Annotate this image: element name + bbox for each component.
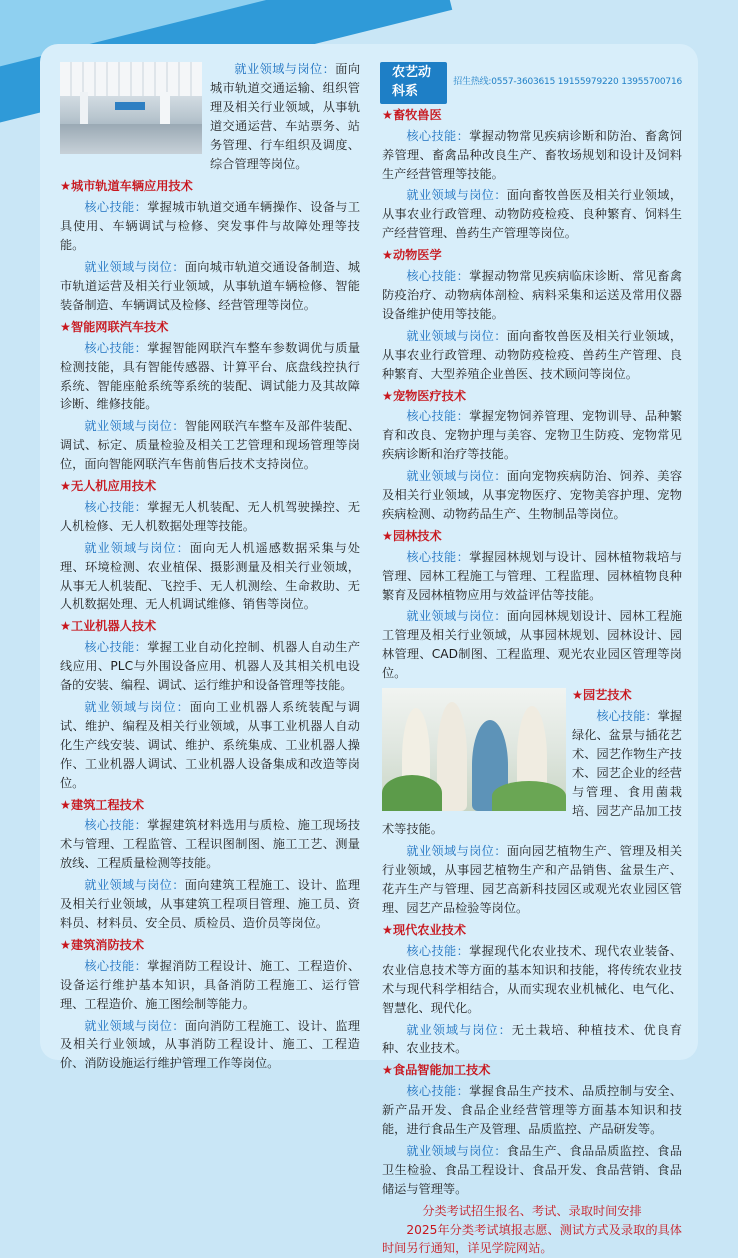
notice-text: 2025年分类考试填报志愿、测试方式及录取的具体时间另行通知，详见学院网站。 xyxy=(382,1222,682,1256)
notice-title: 分类考试招生报名、考试、录取时间安排 xyxy=(422,1203,642,1218)
section-title: 食品智能加工技术 xyxy=(392,1063,491,1078)
section-title: 宠物医疗技术 xyxy=(392,388,467,403)
station-hall-photo xyxy=(60,62,202,154)
section-title: 建筑工程技术 xyxy=(70,797,145,812)
section-horticulture: ★园艺技术 核心技能：掌握绿化、盆景与插花艺术、园艺作物生产技术、园艺企业的经营与管理、食用菌栽培、园艺产品加工技术等技能。 就业领域与岗位：面向园艺植物生产、管理及相关行业领域，从事园艺植物生产和产品销售、盆景生产、花卉生产与管理、园艺高新科技园区或观光农业园区管理、园艺产品检验等岗位。 xyxy=(382,688,683,916)
section-title: 无人机应用技术 xyxy=(70,479,157,494)
section-title: 动物医学 xyxy=(392,248,442,263)
section-modern-agriculture: ★现代农业技术 核心技能：掌握现代化农业技术、现代农业装备、农业信息技术等方面的基本知识和技能，将传统农业技术与现代科学相结合，从而实现农业机械化、电气化、智慧化、现代化。 就业领域与岗位：无土栽培、种植技术、优良育种、农业技术。 xyxy=(382,922,683,1056)
admission-notice xyxy=(382,1202,682,1258)
section-construction: ★建筑工程技术 核心技能：掌握建筑材料选用与质检、施工现场技术与管理、工程监管、工程识图制图、施工工艺、测量放线、工程质量检测等技能。 就业领域与岗位：面向建筑工程施工、设计、监理及相关行业领域，从事建筑工程项目管理、施工员、资料员、材料员、安全员、质检员、造价员等岗位。 xyxy=(60,797,361,930)
section-title: 现代农业技术 xyxy=(392,922,467,937)
section-title: 工业机器人技术 xyxy=(70,619,157,634)
dept-banner xyxy=(380,62,682,104)
section-title: 园艺技术 xyxy=(582,688,632,703)
students-plants-photo xyxy=(382,688,566,811)
section-title: 城市轨道车辆应用技术 xyxy=(70,179,193,194)
section-drone: ★无人机应用技术 核心技能：掌握无人机装配、无人机驾驶操控、无人机检修、无人机数据处理等技能。 就业领域与岗位：面向无人机遥感数据采集与处理、环境检测、农业植保、摄影测量及相关行业领域，从事无人机装配、飞控手、无人机测绘、生命救助、无人机数据处理、无人机调试维修、销售等岗位。 xyxy=(60,479,361,612)
section-pet-medical: ★宠物医疗技术 核心技能：掌握宠物饲养管理、宠物训导、品种繁育和改良、宠物护理与美容、宠物卫生防疫、宠物常见疾病诊断和治疗等技能。 就业领域与岗位：面向宠物疾病防治、饲养、美容及相关行业领域，从事宠物医疗、宠物美容护理、宠物疾病检测、动物药品生产、生物制品等岗位。 xyxy=(382,388,683,521)
section-smart-car: ★智能网联汽车技术 核心技能：掌握智能网联汽车整车参数调优与质量检测技能，具有智能传感器、计算平台、底盘线控执行系统、智能座舱系统等系统的装配、调试能力及其故障诊断、维修技能。 就业领域与岗位：智能网联汽车整车及部件装配、调试、标定、质量检验及相关工艺管理和现场管理等岗位，面向智能网联汽车售前售后技术支持岗位。 xyxy=(60,319,361,472)
section-title: 智能网联汽车技术 xyxy=(70,319,169,334)
section-rail-vehicle: ★城市轨道车辆应用技术 核心技能：掌握城市轨道交通车辆操作、设备与工具使用、车辆调试与检修、突发事件与故障处理等技能。 就业领域与岗位：面向城市轨道交通设备制造、城市轨道运营及相关行业领域，从事轨道车辆检修、智能装备制造、车辆调试及检修、经营管理等岗位。 xyxy=(60,179,361,312)
section-food-processing: ★食品智能加工技术 核心技能：掌握食品生产技术、品质控制与安全、新产品开发、食品企业经营管理等方面基本知识和技能，进行食品生产及管理、品质监控、产品研发等。 就业领域与岗位：食品生产、食品品质监控、食品卫生检验、食品工程设计、食品开发、食品营销、食品储运与管理等。 xyxy=(382,1063,683,1196)
intro-jobs: 就业领域与岗位：面向城市轨道交通运输、组织管理及相关行业领域，从事轨道交通运营、车站票务、站务管理、行车组织及调度、综合管理等岗位。 xyxy=(210,62,361,171)
right-column xyxy=(382,62,682,1258)
section-landscape: ★园林技术 核心技能：掌握园林规划与设计、园林植物栽培与管理、园林工程施工与管理、工程监理、园林植物良种繁育及园林植物应用与效益评估等技能。 就业领域与岗位：面向园林规划设计、园林工程施工管理及相关行业领域，从事园林规划、园林设计、园林管理、CAD制图、工程监理、观光农业园区管理等岗位。 xyxy=(382,528,683,681)
section-fire: ★建筑消防技术 核心技能：掌握消防工程设计、施工、工程造价、设备运行维护基本知识，具备消防工程施工、运行管理、工程造价、施工图绘制等能力。 就业领域与岗位：面向消防工程施工、设计、监理及相关行业领域，从事消防工程设计、施工、工程造价、消防设施运行维护管理工作等岗位。 xyxy=(60,937,361,1071)
section-title: 畜牧兽医 xyxy=(392,107,442,122)
section-animal-medicine: ★动物医学 核心技能：掌握动物常见疾病临床诊断、常见畜禽防疫治疗、动物病体剖检、病料采集和运送及常用仪器设备维护使用等技能。 就业领域与岗位：面向畜牧兽医及相关行业领域，从事农业行政管理、动物防疫检疫、兽药生产管理、良种繁育、大型养殖企业兽医、技术顾问等岗位。 xyxy=(382,248,683,381)
section-title: 园林技术 xyxy=(392,528,442,543)
hotline: 招生热线:0557-3603615 19155979220 13955700716 xyxy=(453,77,682,88)
section-robot: ★工业机器人技术 核心技能：掌握工业自动化控制、机器人自动生产线应用、PLC与外围设备应用、机器人及其相关机电设备的安装、编程、调试、运行维护和设备管理等技能。 就业领域与岗位：面向工业机器人系统装配与调试、维护、编程及相关行业领域，从事工业机器人自动化生产线安装、调试、维护、系统集成、工业机器人操作、工业机器人调试、工业机器人设备集成和改造等岗位。 xyxy=(60,619,361,790)
section-animal-husbandry: ★畜牧兽医 核心技能：掌握动物常见疾病诊断和防治、畜禽饲养管理、畜禽品种改良生产、畜牧场规划和设计及饲料生产经营管理等技能。 就业领域与岗位：面向畜牧兽医及相关行业领域，从事农业行政管理、动物防疫检疫、良种繁育、饲料生产经营管理、兽药生产管理等岗位。 xyxy=(382,107,683,241)
section-title: 建筑消防技术 xyxy=(70,937,145,952)
dept-title: 农艺动科系 xyxy=(380,62,447,104)
left-column xyxy=(60,60,360,1076)
